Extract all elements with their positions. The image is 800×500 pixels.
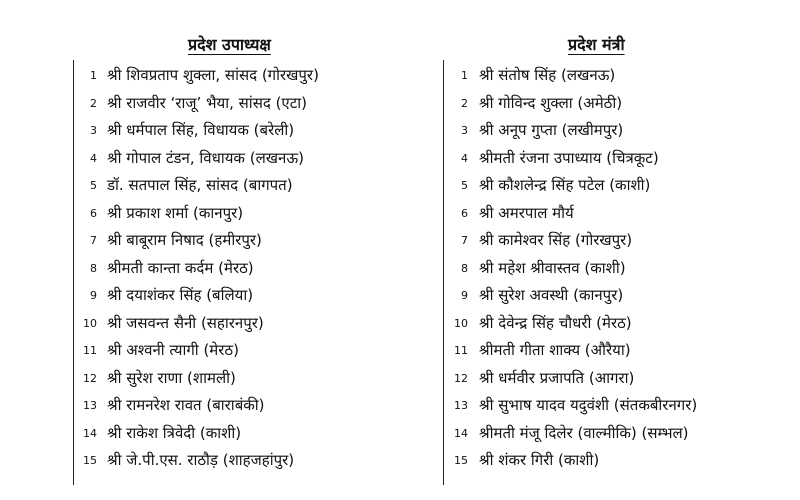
list-item bbox=[400, 366, 800, 394]
list-item bbox=[0, 256, 400, 284]
item-name: श्री रामनरेश रावत (बाराबंकी) bbox=[107, 396, 265, 414]
list-item bbox=[400, 173, 800, 201]
list-item bbox=[400, 201, 800, 229]
list-item bbox=[400, 63, 800, 91]
item-number: 3 bbox=[90, 124, 97, 137]
list-item bbox=[400, 118, 800, 146]
item-number: 9 bbox=[90, 289, 97, 302]
item-name: श्री धर्मपाल सिंह, विधायक (बरेली) bbox=[107, 121, 295, 139]
item-name: श्री सुभाष यादव यदुवंशी (संतकबीरनगर) bbox=[479, 396, 698, 414]
list-item bbox=[0, 146, 400, 174]
list-item bbox=[0, 448, 400, 476]
item-name: श्री कौशलेन्द्र सिंह पटेल (काशी) bbox=[479, 176, 651, 194]
item-name: श्रीमती गीता शाक्य (औरैया) bbox=[479, 341, 631, 359]
item-number: 1 bbox=[90, 69, 97, 82]
item-number: 8 bbox=[90, 261, 97, 275]
item-name: श्री अमरपाल मौर्य bbox=[479, 203, 574, 222]
item-name: श्री सुरेश अवस्थी (कानपुर) bbox=[479, 286, 624, 304]
item-number: 9 bbox=[461, 289, 468, 302]
item-number: 10 bbox=[83, 316, 97, 330]
list-item bbox=[400, 448, 800, 476]
item-number: 10 bbox=[454, 316, 468, 330]
secretaries-heading: प्रदेश मंत्री bbox=[568, 35, 625, 54]
item-number: 14 bbox=[83, 426, 97, 440]
item-name: श्री संतोष सिंह (लखनऊ) bbox=[479, 66, 616, 84]
list-item bbox=[0, 173, 400, 201]
item-name: डॉ. सतपाल सिंह, सांसद (बागपत) bbox=[107, 176, 293, 194]
item-name: श्री कामेश्वर सिंह (गोरखपुर) bbox=[479, 231, 633, 249]
item-name: श्रीमती कान्ता कर्दम (मेरठ) bbox=[107, 258, 254, 277]
item-number: 6 bbox=[461, 206, 468, 220]
list-item bbox=[400, 228, 800, 256]
item-number: 12 bbox=[454, 371, 468, 385]
item-name: श्री सुरेश राणा (शामली) bbox=[107, 368, 236, 387]
item-name: श्री धर्मवीर प्रजापति (आगरा) bbox=[479, 368, 635, 387]
item-number: 4 bbox=[90, 151, 97, 165]
item-name: श्री प्रकाश शर्मा (कानपुर) bbox=[107, 203, 244, 222]
list-item bbox=[400, 256, 800, 284]
item-name: श्री अनूप गुप्ता (लखीमपुर) bbox=[479, 121, 624, 139]
list-item bbox=[0, 201, 400, 229]
item-name: श्री शंकर गिरी (काशी) bbox=[479, 451, 600, 469]
item-name: श्री जसवन्त सैनी (सहारनपुर) bbox=[107, 313, 264, 332]
list-item bbox=[0, 91, 400, 119]
list-item bbox=[400, 311, 800, 339]
item-number: 15 bbox=[454, 454, 468, 467]
list-item bbox=[0, 338, 400, 366]
list-item bbox=[400, 338, 800, 366]
item-name: श्री दयाशंकर सिंह (बलिया) bbox=[107, 286, 254, 304]
list-item bbox=[0, 228, 400, 256]
item-name: श्री महेश श्रीवास्तव (काशी) bbox=[479, 258, 626, 277]
list-item bbox=[0, 393, 400, 421]
item-number: 7 bbox=[90, 234, 97, 247]
list-item bbox=[0, 366, 400, 394]
item-name: श्री देवेन्द्र सिंह चौधरी (मेरठ) bbox=[479, 313, 632, 332]
vice-presidents-heading: प्रदेश उपाध्यक्ष bbox=[188, 35, 271, 54]
item-number: 12 bbox=[83, 371, 97, 385]
item-name: श्री जे.पी.एस. राठौड़ (शाहजहांपुर) bbox=[107, 451, 295, 469]
list-item bbox=[0, 311, 400, 339]
list-item bbox=[0, 283, 400, 311]
item-number: 11 bbox=[454, 344, 468, 357]
item-name: श्री राजवीर ‘राजू’ भैया, सांसद (एटा) bbox=[107, 93, 308, 112]
item-number: 1 bbox=[461, 69, 468, 82]
item-name: श्री गोविन्द शुक्ला (अमेठी) bbox=[479, 93, 623, 112]
item-name: श्री राकेश त्रिवेदी (काशी) bbox=[107, 423, 242, 442]
item-number: 4 bbox=[461, 151, 468, 165]
item-name: श्रीमती रंजना उपाध्याय (चित्रकूट) bbox=[479, 148, 659, 167]
list-item bbox=[400, 283, 800, 311]
item-name: श्री बाबूराम निषाद (हमीरपुर) bbox=[107, 231, 262, 249]
list-item bbox=[400, 91, 800, 119]
list-item bbox=[400, 393, 800, 421]
item-name: श्रीमती मंजू दिलेर (वाल्मीकि) (सम्भल) bbox=[479, 423, 689, 442]
list-item bbox=[400, 421, 800, 449]
item-number: 11 bbox=[83, 344, 97, 357]
item-number: 2 bbox=[90, 96, 97, 110]
item-number: 5 bbox=[461, 179, 468, 192]
item-name: श्री अश्वनी त्यागी (मेरठ) bbox=[107, 341, 239, 359]
item-number: 5 bbox=[90, 179, 97, 192]
list-item bbox=[400, 146, 800, 174]
item-number: 6 bbox=[90, 206, 97, 220]
list-item bbox=[0, 421, 400, 449]
item-number: 15 bbox=[83, 454, 97, 467]
secretaries-list bbox=[400, 63, 800, 476]
list-item bbox=[0, 118, 400, 146]
item-number: 13 bbox=[83, 399, 97, 412]
item-number: 8 bbox=[461, 261, 468, 275]
item-number: 2 bbox=[461, 96, 468, 110]
list-item bbox=[0, 63, 400, 91]
item-name: श्री शिवप्रताप शुक्ला, सांसद (गोरखपुर) bbox=[107, 66, 319, 84]
item-number: 13 bbox=[454, 399, 468, 412]
item-number: 14 bbox=[454, 426, 468, 440]
item-number: 7 bbox=[461, 234, 468, 247]
item-name: श्री गोपाल टंडन, विधायक (लखनऊ) bbox=[107, 148, 304, 167]
vice-presidents-list bbox=[0, 63, 400, 476]
item-number: 3 bbox=[461, 124, 468, 137]
